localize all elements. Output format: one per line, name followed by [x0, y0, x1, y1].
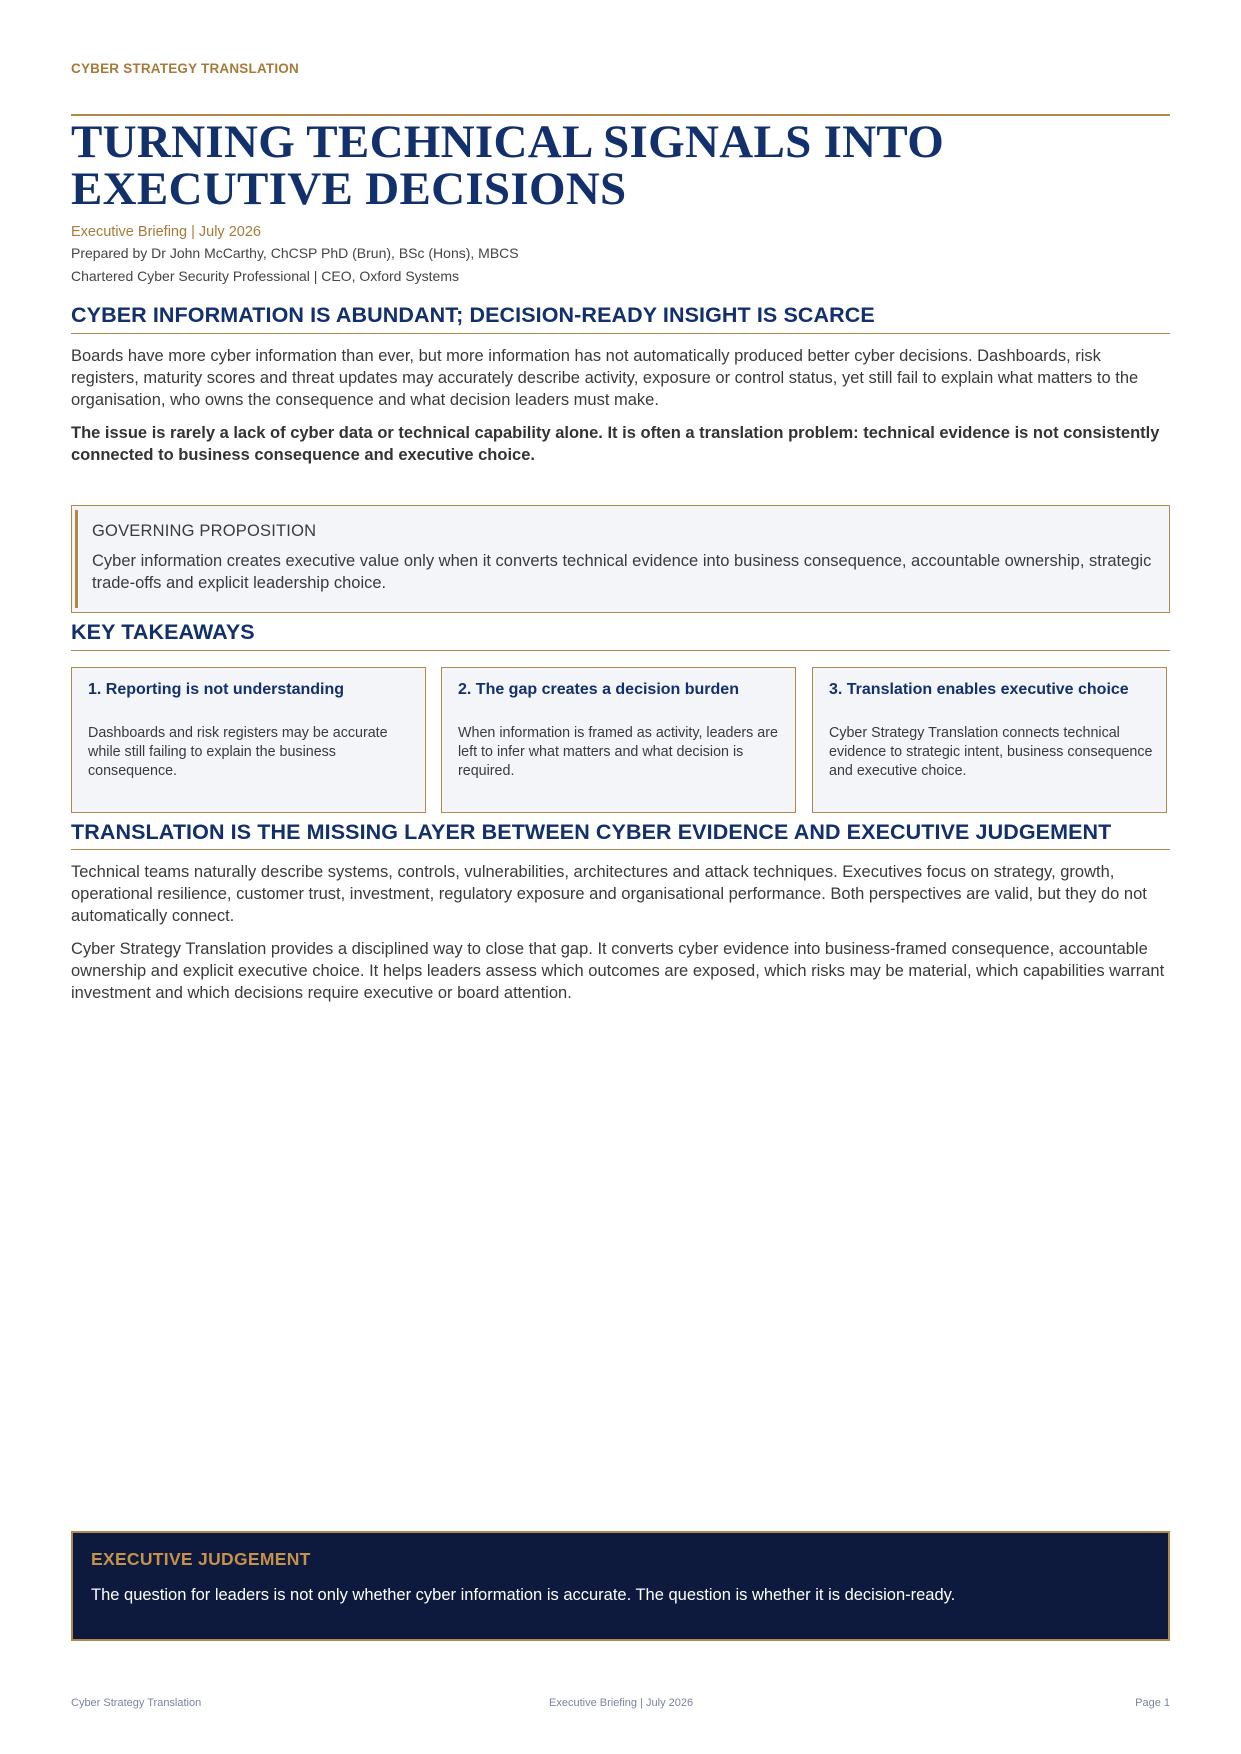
section-heading-abundant: CYBER INFORMATION IS ABUNDANT; DECISION-READY INSIGHT IS SCARCE: [71, 303, 875, 327]
takeaway-card: [441, 667, 796, 813]
section-divider: [71, 650, 1170, 651]
title-line-1: TURNING TECHNICAL SIGNALS INTO: [71, 116, 945, 168]
section-divider: [71, 333, 1170, 334]
author-line: Prepared by Dr John McCarthy, ChCSP PhD (Brun), BSc (Hons), MBCS: [71, 245, 519, 261]
executive-judgement-text: The question for leaders is not only whether cyber information is accurate. The question is whether it is decision-ready.: [91, 1586, 956, 1604]
section-divider: [71, 849, 1170, 850]
section2-paragraph-1: Technical teams naturally describe systems, controls, vulnerabilities, architectures and attack techniques. Executives focus on strategy, growth, operational resilience, customer trust, investment, regulatory exposure and organisational performance. Both perspectives are valid, but they do not automatically connect.: [71, 863, 1147, 925]
governing-proposition-callout: [71, 505, 1170, 613]
author-credentials: Chartered Cyber Security Professional | CEO, Oxford Systems: [71, 268, 459, 284]
document-title: [71, 116, 945, 215]
title-line-2: EXECUTIVE DECISIONS: [71, 163, 627, 215]
briefing-date: Executive Briefing | July 2026: [71, 224, 261, 240]
takeaway-title: 2. The gap creates a decision burden: [458, 681, 739, 698]
takeaway-title: 3. Translation enables executive choice: [829, 681, 1129, 698]
section2-paragraph-2: Cyber Strategy Translation provides a disciplined way to close that gap. It converts cyber evidence into business-framed consequence, accountable ownership and explicit executive choice. It helps leaders assess which outcomes are exposed, which risks may be material, which capabilities warrant investment and which decisions require executive or board attention.: [71, 940, 1165, 1002]
section1-paragraph-2: The issue is rarely a lack of cyber data or technical capability alone. It is often a translation problem: technical evidence is not consistently connected to business consequence and executive choice.: [71, 424, 1160, 464]
takeaway-title: 1. Reporting is not understanding: [88, 681, 344, 698]
proposition-label: GOVERNING PROPOSITION: [92, 522, 317, 540]
takeaway-text: When information is framed as activity, leaders are left to infer what matters and what decision is required.: [458, 725, 778, 779]
section1-paragraph-1: Boards have more cyber information than ever, but more information has not automatically produced better cyber decisions. Dashboards, risk registers, maturity scores and threat updates may accurately describe activity, exposure or control status, yet still fail to explain what matters to the organisation, who owns the consequence and what decision leaders must make.: [71, 347, 1139, 409]
callout-accent-bar: [75, 510, 78, 608]
key-takeaways-heading: KEY TAKEAWAYS: [71, 620, 255, 644]
document-eyebrow: CYBER STRATEGY TRANSLATION: [71, 61, 299, 76]
takeaway-card: [812, 667, 1167, 813]
takeaway-text: Cyber Strategy Translation connects technical evidence to strategic intent, business consequence and executive choice.: [829, 725, 1153, 779]
takeaway-text: Dashboards and risk registers may be accurate while still failing to explain the business consequence.: [88, 725, 388, 779]
proposition-text: Cyber information creates executive value only when it converts technical evidence into business consequence, accountable ownership, strategic trade-offs and explicit leadership choice.: [92, 552, 1152, 592]
takeaway-card: [71, 667, 426, 813]
executive-judgement-callout: [71, 1531, 1170, 1641]
footer-center: Executive Briefing | July 2026: [549, 1697, 694, 1709]
executive-judgement-label: EXECUTIVE JUDGEMENT: [91, 1549, 311, 1569]
footer-left: Cyber Strategy Translation: [71, 1697, 202, 1709]
section-heading-translation: TRANSLATION IS THE MISSING LAYER BETWEEN CYBER EVIDENCE AND EXECUTIVE JUDGEMENT: [71, 820, 1112, 844]
footer-page-number: Page 1: [1135, 1697, 1170, 1709]
